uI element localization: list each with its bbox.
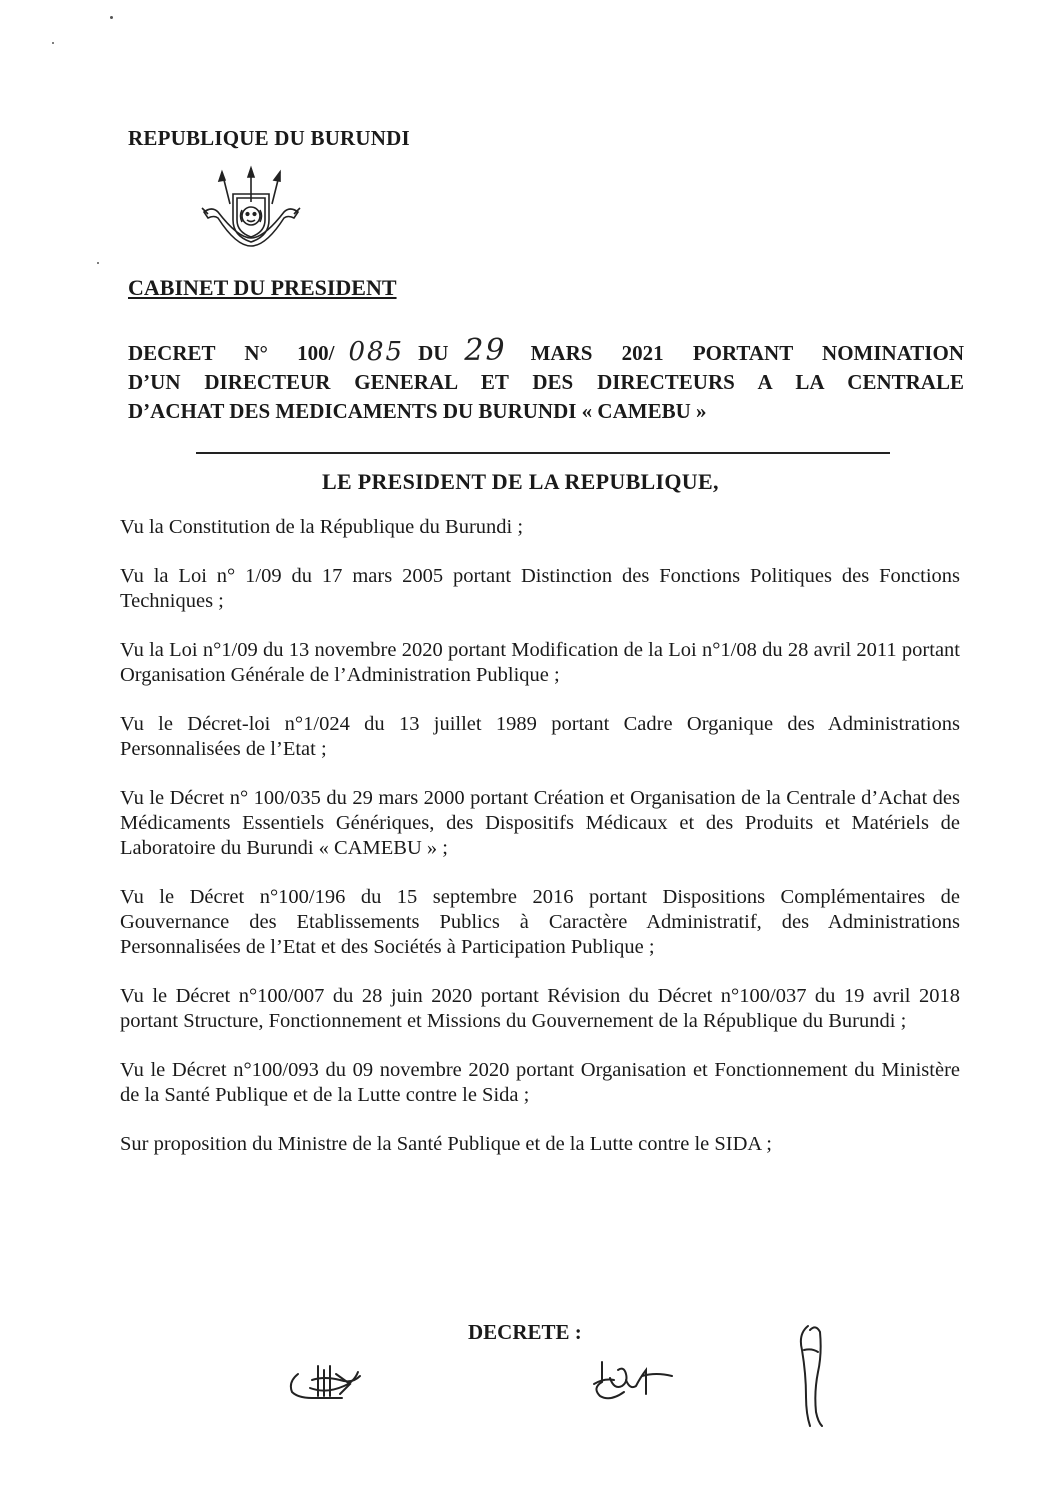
consideration-item: Vu la Loi n°1/09 du 13 novembre 2020 portant Modification de la Loi n°1/08 du 28 avril 2011 portant Organisation Générale de l’Administration Publique ; <box>120 639 960 686</box>
decree-title <box>128 333 964 426</box>
scan-speck <box>97 262 99 264</box>
burundi-coat-of-arms-icon <box>196 164 306 260</box>
consideration-item: Sur proposition du Ministre de la Santé Publique et de la Lutte contre le SIDA ; <box>120 1133 772 1155</box>
consideration-item: Vu la Constitution de la République du Burundi ; <box>120 516 524 538</box>
scan-speck <box>52 42 54 44</box>
consideration-item: Vu le Décret-loi n°1/024 du 13 juillet 1989 portant Cadre Organique des Administrations Personnalisées de l’Etat ; <box>120 713 960 760</box>
initials-center-icon <box>580 1358 684 1408</box>
decree-number-prefix: DECRET N° 100/ <box>128 341 335 365</box>
consideration-item: Vu la Loi n° 1/09 du 17 mars 2005 portant Distinction des Fonctions Politiques des Fonctions Techniques ; <box>120 565 960 612</box>
decree-title-line-3: D’ACHAT DES MEDICAMENTS DU BURUNDI « CAMEBU » <box>128 399 707 423</box>
office-heading: CABINET DU PRESIDENT <box>128 275 397 300</box>
initials-left-icon <box>280 1360 376 1410</box>
decree-title-line-2: D’UN DIRECTEUR GENERAL ET DES DIRECTEURS A LA CENTRALE <box>128 370 964 394</box>
consideration-item: Vu le Décret n°100/196 du 15 septembre 2016 portant Dispositions Complémentaires de Gouvernance des Etablissements Publics à Caractère Administratif, des Administrations Personnalisées de l’Etat et des Sociétés à Participation Publique ; <box>120 886 960 958</box>
decree-title-line-1 <box>128 333 964 368</box>
decree-title-rest: MARS 2021 PORTANT NOMINATION <box>530 341 964 365</box>
country-heading: REPUBLIQUE DU BURUNDI <box>128 126 410 150</box>
consideration-item: Vu le Décret n°100/007 du 28 juin 2020 portant Révision du Décret n°100/037 du 19 avril 2018 portant Structure, Fonctionnement et Missions du Gouvernement de la République du Burundi ; <box>120 985 960 1032</box>
initials-right-icon <box>794 1322 828 1432</box>
consideration-item: Vu le Décret n° 100/035 du 29 mars 2000 portant Création et Organisation de la Centrale d’Achat des Médicaments Essentiels Génériques, des Dispositifs Médicaux et des Produits et Matériels de Laboratoire du Burundi « CAMEBU » ; <box>120 787 960 859</box>
president-heading: LE PRESIDENT DE LA REPUBLIQUE, <box>322 469 719 494</box>
decrete-heading: DECRETE : <box>468 1320 582 1344</box>
title-divider <box>196 452 890 454</box>
handwritten-decree-number: 085 <box>348 337 405 367</box>
decree-du-label: DU <box>418 341 449 365</box>
scan-speck <box>110 16 113 19</box>
consideration-item: Vu le Décret n°100/093 du 09 novembre 2020 portant Organisation et Fonctionnement du Ministère de la Santé Publique et de la Lutte contre le Sida ; <box>120 1059 960 1106</box>
considerations-list <box>120 515 960 1157</box>
handwritten-decree-day: 29 <box>464 333 507 368</box>
